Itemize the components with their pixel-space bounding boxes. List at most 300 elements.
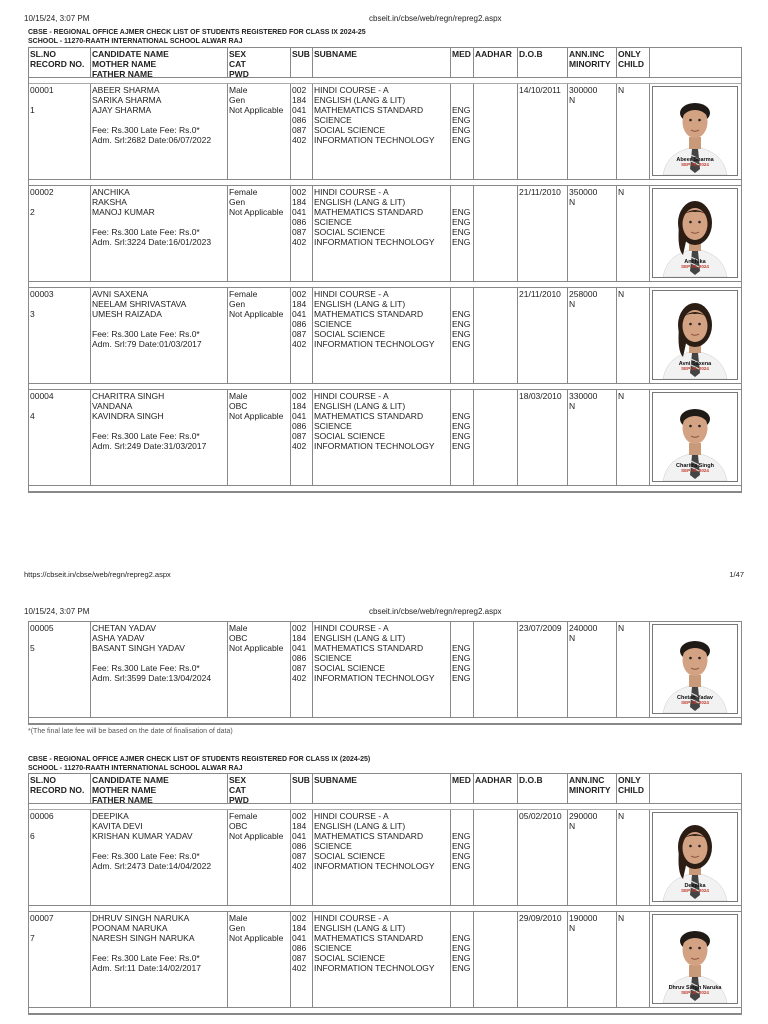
father-name: KAVINDRA SINGH	[92, 411, 164, 421]
header-only-child-text: CHILD	[618, 785, 644, 795]
subject-code: 087	[292, 227, 307, 237]
father-name: AJAY SHARMA	[92, 105, 152, 115]
photo-caption-date: SEP 06, 2024	[681, 990, 709, 995]
photo-caption-name: Avni Saxena	[678, 361, 712, 367]
cell-candidate	[91, 810, 228, 905]
category-value: OBC	[229, 633, 248, 643]
cell-slno	[29, 186, 91, 281]
header-slno-text: RECORD NO.	[30, 59, 85, 69]
cell-sex	[228, 810, 291, 905]
subject-name: MATHEMATICS STANDARD	[314, 831, 424, 841]
header-aadhar-text: AADHAR	[475, 775, 512, 785]
header-dob	[518, 774, 568, 803]
fee-info: Fee: Rs.300 Late Fee: Rs.0*	[92, 663, 200, 673]
table-row	[29, 186, 741, 282]
photo-caption-name: Anchika	[684, 259, 706, 265]
medium-value: ENG	[452, 933, 471, 943]
subject-name: SOCIAL SCIENCE	[314, 851, 386, 861]
header-slno	[29, 48, 91, 77]
subject-name: ENGLISH (LANG & LIT)	[314, 401, 406, 411]
header-sex-text: PWD	[229, 69, 249, 77]
sl-number: 00003	[30, 289, 54, 299]
cell-slno	[29, 810, 91, 905]
header-candidate-text: FATHER NAME	[92, 795, 153, 803]
header-subname-text: SUBNAME	[314, 49, 357, 59]
photo-caption-date: SEP 06, 2024	[681, 468, 709, 473]
cell-sex	[228, 912, 291, 1007]
record-number: 2	[30, 207, 35, 217]
only-child-value: N	[618, 85, 625, 95]
header-sex-text: PWD	[229, 795, 249, 803]
student-photo	[652, 86, 738, 176]
table-row	[29, 912, 741, 1008]
fee-info: Fee: Rs.300 Late Fee: Rs.0*	[92, 953, 200, 963]
subject-name: HINDI COURSE - A	[314, 913, 389, 923]
candidate-name: ANCHIKA	[92, 187, 130, 197]
medium-value: ENG	[452, 673, 471, 683]
header-photo	[650, 48, 743, 77]
annual-income: 300000	[569, 85, 598, 95]
header-candidate-text: FATHER NAME	[92, 69, 153, 77]
medium-value: ENG	[452, 319, 471, 329]
subject-code: 086	[292, 841, 307, 851]
admission-info: Adm. Srl:249 Date:31/03/2017	[92, 441, 207, 451]
photo-caption-date: SEP 06, 2024	[681, 700, 709, 705]
header-photo	[650, 774, 743, 803]
cell-sub	[291, 622, 313, 717]
cell-slno	[29, 622, 91, 717]
minority-value: N	[569, 299, 576, 309]
subject-name: SCIENCE	[314, 841, 352, 851]
cell-candidate	[91, 288, 228, 383]
header-subname	[313, 48, 451, 77]
subject-code: 002	[292, 289, 307, 299]
dob-value: 18/03/2010	[519, 391, 562, 401]
cell-sub	[291, 186, 313, 281]
header-anninc-text: ANN.INC	[569, 49, 605, 59]
cell-aadhar	[474, 912, 518, 1007]
subject-name: SOCIAL SCIENCE	[314, 125, 386, 135]
cell-med	[451, 186, 474, 281]
cell-photo	[650, 390, 743, 485]
only-child-value: N	[618, 289, 625, 299]
subject-code: 402	[292, 673, 307, 683]
header-subname	[313, 774, 451, 803]
subject-code: 184	[292, 821, 307, 831]
cell-sex	[228, 288, 291, 383]
print-footer-url[interactable]: https://cbseit.in/cbse/web/regn/repreg2.aspx	[24, 570, 171, 579]
cell-anninc	[568, 186, 617, 281]
father-name: BASANT SINGH YADAV	[92, 643, 185, 653]
medium-value: ENG	[452, 115, 471, 125]
medium-value: ENG	[452, 861, 471, 871]
subject-name: HINDI COURSE - A	[314, 623, 389, 633]
medium-value: ENG	[452, 411, 471, 421]
photo-caption-name: Dhruv Singh Naruka	[668, 985, 722, 991]
print-url[interactable]: cbseit.in/cbse/web/regn/repreg2.aspx	[369, 607, 502, 616]
row-separator	[29, 718, 741, 724]
cell-candidate	[91, 84, 228, 179]
mother-name: POONAM NARUKA	[92, 923, 168, 933]
sex-value: Female	[229, 289, 258, 299]
cell-subname	[313, 390, 451, 485]
cell-only-child	[617, 390, 650, 485]
header-candidate-text: CANDIDATE NAME	[92, 775, 169, 785]
header-dob	[518, 48, 568, 77]
header-sub-text: SUB	[292, 775, 310, 785]
subject-code: 087	[292, 431, 307, 441]
minority-value: N	[569, 633, 576, 643]
late-fee-note: *(The final late fee will be based on the date of finalisation of data)	[28, 728, 233, 735]
category-value: Gen	[229, 299, 246, 309]
subject-code: 041	[292, 831, 307, 841]
cell-subname	[313, 186, 451, 281]
header-med-text: MED	[452, 49, 471, 59]
cell-med	[451, 390, 474, 485]
cell-candidate	[91, 912, 228, 1007]
cell-anninc	[568, 390, 617, 485]
subject-code: 086	[292, 319, 307, 329]
subject-code: 002	[292, 811, 307, 821]
header-sub	[291, 48, 313, 77]
subject-name: INFORMATION TECHNOLOGY	[314, 963, 435, 973]
cell-dob	[518, 288, 568, 383]
subject-name: HINDI COURSE - A	[314, 187, 389, 197]
record-number: 4	[30, 411, 35, 421]
student-photo	[652, 392, 738, 482]
subject-code: 002	[292, 913, 307, 923]
subject-code: 002	[292, 85, 307, 95]
header-only-child	[617, 48, 650, 77]
subject-name: HINDI COURSE - A	[314, 811, 389, 821]
subject-code: 184	[292, 299, 307, 309]
cell-candidate	[91, 390, 228, 485]
mother-name: RAKSHA	[92, 197, 127, 207]
medium-value: ENG	[452, 643, 471, 653]
subject-name: HINDI COURSE - A	[314, 85, 389, 95]
header-only-child	[617, 774, 650, 803]
medium-value: ENG	[452, 831, 471, 841]
table-header	[29, 774, 741, 804]
medium-value: ENG	[452, 663, 471, 673]
subject-code: 086	[292, 217, 307, 227]
row-separator	[29, 486, 741, 492]
header-subname-text: SUBNAME	[314, 775, 357, 785]
cell-anninc	[568, 84, 617, 179]
photo-caption-name: Deepika	[684, 883, 706, 889]
subject-name: MATHEMATICS STANDARD	[314, 309, 424, 319]
candidate-name: DEEPIKA	[92, 811, 129, 821]
candidate-name: AVNI SAXENA	[92, 289, 149, 299]
subject-name: ENGLISH (LANG & LIT)	[314, 923, 406, 933]
cell-aadhar	[474, 288, 518, 383]
dob-value: 14/10/2011	[519, 85, 561, 95]
subject-name: SCIENCE	[314, 319, 352, 329]
medium-value: ENG	[452, 653, 471, 663]
header-sub-text: SUB	[292, 49, 310, 59]
print-timestamp: 10/15/24, 3:07 PM	[24, 14, 90, 23]
cell-photo	[650, 84, 743, 179]
subject-code: 086	[292, 115, 307, 125]
subject-code: 402	[292, 861, 307, 871]
subject-name: SOCIAL SCIENCE	[314, 953, 386, 963]
annual-income: 258000	[569, 289, 598, 299]
subject-code: 041	[292, 933, 307, 943]
annual-income: 350000	[569, 187, 598, 197]
cell-sub	[291, 912, 313, 1007]
subject-name: INFORMATION TECHNOLOGY	[314, 861, 435, 871]
minority-value: N	[569, 821, 576, 831]
subject-code: 087	[292, 663, 307, 673]
cell-dob	[518, 186, 568, 281]
candidate-name: DHRUV SINGH NARUKA	[92, 913, 190, 923]
medium-value: ENG	[452, 441, 471, 451]
cell-anninc	[568, 810, 617, 905]
subject-name: MATHEMATICS STANDARD	[314, 207, 424, 217]
sex-value: Male	[229, 391, 248, 401]
subject-name: INFORMATION TECHNOLOGY	[314, 135, 435, 145]
subject-name: ENGLISH (LANG & LIT)	[314, 95, 406, 105]
medium-value: ENG	[452, 207, 471, 217]
cell-sub	[291, 288, 313, 383]
medium-value: ENG	[452, 329, 471, 339]
subject-code: 086	[292, 943, 307, 953]
cell-sex	[228, 390, 291, 485]
cell-sex	[228, 84, 291, 179]
sex-value: Male	[229, 913, 248, 923]
admission-info: Adm. Srl:11 Date:14/02/2017	[92, 963, 201, 973]
minority-value: N	[569, 197, 576, 207]
fee-info: Fee: Rs.300 Late Fee: Rs.0*	[92, 431, 200, 441]
father-name: KRISHAN KUMAR YADAV	[92, 831, 193, 841]
photo-caption-name: Abeer Sharma	[676, 157, 714, 163]
table-header	[29, 48, 741, 78]
medium-value: ENG	[452, 963, 471, 973]
admission-info: Adm. Srl:3599 Date:13/04/2024	[92, 673, 212, 683]
only-child-value: N	[618, 913, 625, 923]
subject-code: 086	[292, 421, 307, 431]
candidate-name: CHARITRA SINGH	[92, 391, 165, 401]
subject-name: ENGLISH (LANG & LIT)	[314, 197, 406, 207]
table-row	[29, 810, 741, 906]
photo-caption-date: SEP 06, 2024	[681, 888, 709, 893]
subject-code: 184	[292, 401, 307, 411]
medium-value: ENG	[452, 421, 471, 431]
subject-code: 402	[292, 441, 307, 451]
medium-value: ENG	[452, 125, 471, 135]
cell-dob	[518, 390, 568, 485]
candidate-name: ABEER SHARMA	[92, 85, 160, 95]
cell-sub	[291, 390, 313, 485]
mother-name: KAVITA DEVI	[92, 821, 143, 831]
fee-info: Fee: Rs.300 Late Fee: Rs.0*	[92, 851, 200, 861]
subject-code: 086	[292, 653, 307, 663]
student-photo	[652, 188, 738, 278]
annual-income: 190000	[569, 913, 598, 923]
header-slno-text: SL.NO	[30, 775, 56, 785]
subject-name: INFORMATION TECHNOLOGY	[314, 339, 435, 349]
header-sub	[291, 774, 313, 803]
subject-code: 184	[292, 95, 307, 105]
sl-number: 00006	[30, 811, 54, 821]
pwd-value: Not Applicable	[229, 831, 284, 841]
subject-code: 184	[292, 633, 307, 643]
minority-value: N	[569, 401, 576, 411]
admission-info: Adm. Srl:2682 Date:06/07/2022	[92, 135, 212, 145]
header-slno-text: SL.NO	[30, 49, 56, 59]
medium-value: ENG	[452, 339, 471, 349]
cell-photo	[650, 288, 743, 383]
minority-value: N	[569, 95, 576, 105]
student-photo	[652, 812, 738, 902]
mother-name: SARIKA SHARMA	[92, 95, 162, 105]
cell-only-child	[617, 810, 650, 905]
header-med	[451, 774, 474, 803]
header-only-child-text: ONLY	[618, 49, 641, 59]
cell-dob	[518, 810, 568, 905]
record-number: 5	[30, 643, 35, 653]
dob-value: 21/11/2010	[519, 187, 561, 197]
header-anninc	[568, 774, 617, 803]
subject-code: 041	[292, 309, 307, 319]
cell-only-child	[617, 288, 650, 383]
subject-name: SOCIAL SCIENCE	[314, 329, 386, 339]
mother-name: NEELAM SHRIVASTAVA	[92, 299, 187, 309]
sl-number: 00001	[30, 85, 54, 95]
category-value: OBC	[229, 821, 248, 831]
subject-code: 041	[292, 411, 307, 421]
subject-name: MATHEMATICS STANDARD	[314, 411, 424, 421]
only-child-value: N	[618, 187, 625, 197]
subject-code: 184	[292, 197, 307, 207]
cell-anninc	[568, 288, 617, 383]
header-candidate-text: MOTHER NAME	[92, 59, 157, 69]
cell-aadhar	[474, 622, 518, 717]
header-candidate	[91, 774, 228, 803]
header-dob-text: D.O.B	[519, 49, 543, 59]
subject-name: SOCIAL SCIENCE	[314, 663, 386, 673]
cell-subname	[313, 810, 451, 905]
sex-value: Female	[229, 187, 258, 197]
cell-only-child	[617, 622, 650, 717]
student-photo	[652, 624, 738, 714]
header-candidate	[91, 48, 228, 77]
pwd-value: Not Applicable	[229, 309, 284, 319]
header-only-child-text: ONLY	[618, 775, 641, 785]
record-number: 3	[30, 309, 35, 319]
header-med-text: MED	[452, 775, 471, 785]
only-child-value: N	[618, 811, 625, 821]
father-name: UMESH RAIZADA	[92, 309, 162, 319]
print-url[interactable]: cbseit.in/cbse/web/regn/repreg2.aspx	[369, 14, 502, 23]
mother-name: VANDANA	[92, 401, 133, 411]
header-sex	[228, 48, 291, 77]
subject-code: 087	[292, 329, 307, 339]
header-sex-text: SEX	[229, 49, 247, 59]
photo-caption-date: SEP 06, 2024	[681, 162, 709, 167]
sex-value: Male	[229, 623, 248, 633]
cell-photo	[650, 810, 743, 905]
only-child-value: N	[618, 391, 625, 401]
dob-value: 23/07/2009	[519, 623, 562, 633]
medium-value: ENG	[452, 943, 471, 953]
subject-code: 002	[292, 391, 307, 401]
dob-value: 05/02/2010	[519, 811, 562, 821]
subject-name: INFORMATION TECHNOLOGY	[314, 673, 435, 683]
cell-anninc	[568, 622, 617, 717]
subject-name: SCIENCE	[314, 421, 352, 431]
medium-value: ENG	[452, 105, 471, 115]
header-sex	[228, 774, 291, 803]
cell-aadhar	[474, 186, 518, 281]
fee-info: Fee: Rs.300 Late Fee: Rs.0*	[92, 227, 200, 237]
table-row	[29, 390, 741, 486]
only-child-value: N	[618, 623, 625, 633]
cell-med	[451, 84, 474, 179]
header-dob-text: D.O.B	[519, 775, 543, 785]
students-table-2	[28, 773, 742, 1015]
cell-aadhar	[474, 810, 518, 905]
cell-dob	[518, 622, 568, 717]
medium-value: ENG	[452, 217, 471, 227]
pwd-value: Not Applicable	[229, 207, 284, 217]
annual-income: 240000	[569, 623, 598, 633]
subject-name: SCIENCE	[314, 943, 352, 953]
cell-candidate	[91, 622, 228, 717]
cell-med	[451, 912, 474, 1007]
subject-name: HINDI COURSE - A	[314, 289, 389, 299]
candidate-name: CHETAN YADAV	[92, 623, 157, 633]
cell-photo	[650, 912, 743, 1007]
header-sex-text: CAT	[229, 59, 246, 69]
cell-aadhar	[474, 390, 518, 485]
subject-code: 087	[292, 953, 307, 963]
subject-code: 087	[292, 125, 307, 135]
header-slno-text: RECORD NO.	[30, 785, 85, 795]
header-anninc-text: MINORITY	[569, 785, 611, 795]
photo-caption-date: SEP 06, 2024	[681, 366, 709, 371]
photo-caption-name: Chetan Yadav	[677, 695, 713, 701]
header-sex-text: CAT	[229, 785, 246, 795]
subject-code: 002	[292, 187, 307, 197]
subject-name: ENGLISH (LANG & LIT)	[314, 299, 406, 309]
subject-name: SCIENCE	[314, 653, 352, 663]
page-number: 1/47	[729, 570, 744, 579]
category-value: Gen	[229, 923, 246, 933]
record-number: 6	[30, 831, 35, 841]
admission-info: Adm. Srl:3224 Date:16/01/2023	[92, 237, 212, 247]
header-sex-text: SEX	[229, 775, 247, 785]
subject-code: 184	[292, 923, 307, 933]
subject-code: 041	[292, 643, 307, 653]
subject-name: MATHEMATICS STANDARD	[314, 933, 424, 943]
category-value: OBC	[229, 401, 248, 411]
sl-number: 00002	[30, 187, 54, 197]
student-photo	[652, 290, 738, 380]
student-photo	[652, 914, 738, 1004]
subject-name: MATHEMATICS STANDARD	[314, 105, 424, 115]
pwd-value: Not Applicable	[229, 105, 284, 115]
cell-subname	[313, 288, 451, 383]
subject-name: MATHEMATICS STANDARD	[314, 643, 424, 653]
subject-name: SCIENCE	[314, 115, 352, 125]
header-only-child-text: CHILD	[618, 59, 644, 69]
medium-value: ENG	[452, 851, 471, 861]
annual-income: 290000	[569, 811, 598, 821]
pwd-value: Not Applicable	[229, 411, 284, 421]
subject-name: ENGLISH (LANG & LIT)	[314, 821, 406, 831]
pwd-value: Not Applicable	[229, 643, 284, 653]
